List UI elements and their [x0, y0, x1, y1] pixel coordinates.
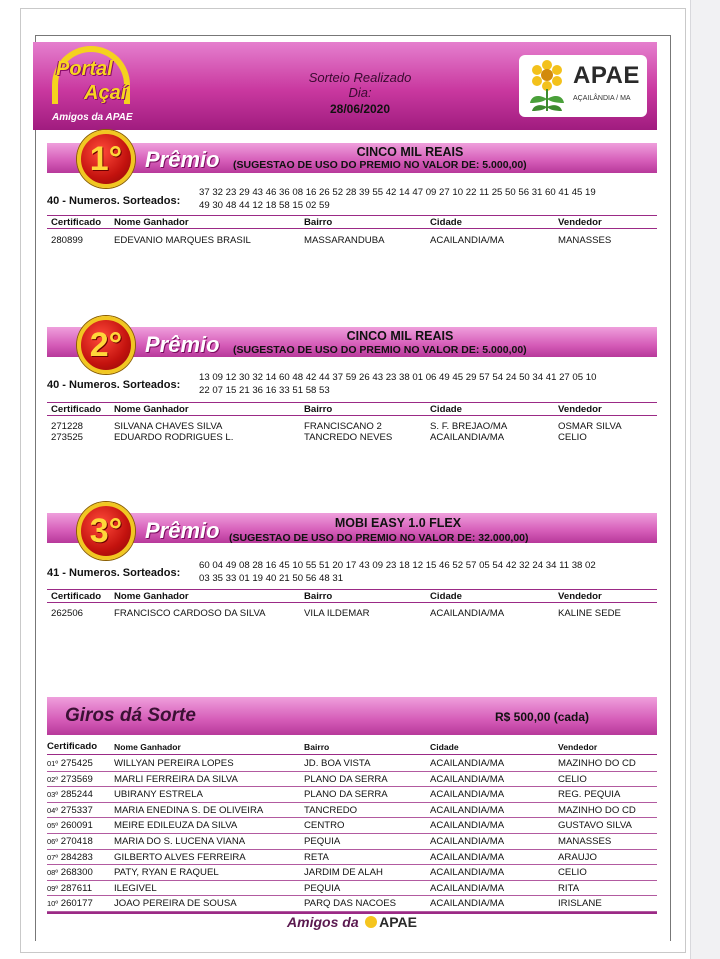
- logo-text-amigos: Amigos da APAE: [52, 112, 133, 123]
- giros-ordinal: 01º: [47, 759, 59, 768]
- giros-vendedor: ARAUJO: [558, 851, 597, 863]
- giros-cidade: ACAILANDIA/MA: [430, 867, 505, 879]
- apae-logo-city: AÇAILÂNDIA / MA: [573, 95, 631, 102]
- winner-cert: 280899: [51, 235, 84, 246]
- table-row: [47, 896, 657, 912]
- winner-cidade: ACAILANDIA/MA: [430, 608, 505, 619]
- viewer-side-strip: [690, 0, 720, 959]
- prize-2-medal-icon: [77, 316, 135, 374]
- giros-bairro: CENTRO: [304, 820, 345, 832]
- giros-ordinal: 06º: [47, 837, 59, 846]
- col-certificado: Certificado: [51, 217, 102, 228]
- giros-bairro: PARQ DAS NACOES: [304, 898, 397, 910]
- winner-cert: 273525: [51, 432, 84, 443]
- col-vendedor: Vendedor: [558, 591, 602, 602]
- giros-vendedor: IRISLANE: [558, 898, 602, 910]
- col-bairro: Bairro: [304, 591, 333, 602]
- giros-vendedor: CELIO: [558, 867, 587, 879]
- table-row: [47, 756, 657, 772]
- sunflower-icon: [527, 59, 567, 113]
- giros-cert-number: 260091: [60, 820, 93, 832]
- apae-logo: [519, 55, 647, 117]
- giros-bairro: TANCREDO: [304, 804, 358, 816]
- giros-cidade: ACAILANDIA/MA: [430, 758, 505, 769]
- apae-logo-name: APAE: [573, 62, 640, 89]
- footer-apae-text: APAE: [379, 914, 417, 930]
- giros-ordinal: 10º: [47, 899, 59, 909]
- winner-cidade: ACAILANDIA/MA: [430, 235, 505, 246]
- table-row: [47, 818, 657, 834]
- prize-1-table-header: [47, 215, 657, 229]
- prize-2-ordinal: 2°: [89, 326, 123, 364]
- winner-cert: 262506: [51, 608, 84, 619]
- header-title: Sorteio Realizado: [308, 70, 412, 85]
- sunflower-icon: [365, 916, 377, 928]
- col-cidade: Cidade: [430, 404, 462, 415]
- prize-1-numbers-label: 40 - Numeros. Sorteados:: [47, 195, 181, 207]
- table-row: [47, 420, 657, 431]
- giros-bairro: PEQUIA: [304, 882, 341, 894]
- prize-3-numbers: [199, 559, 596, 585]
- giros-cidade: ACAILANDIA/MA: [430, 898, 505, 910]
- col-cidade: Cidade: [430, 217, 462, 228]
- giros-title: Giros dá Sorte: [65, 705, 196, 726]
- winner-name: EDUARDO RODRIGUES L.: [114, 432, 234, 443]
- footer-amigos-text: Amigos da: [287, 914, 359, 930]
- winner-vendedor: OSMAR SILVA: [558, 421, 622, 432]
- giros-bairro: JD. BOA VISTA: [304, 758, 371, 769]
- giros-name: ILEGIVEL: [114, 882, 157, 894]
- giros-cert-number: 275425: [60, 758, 93, 769]
- table-row: [47, 803, 657, 819]
- prize-2-premio-label: Prêmio: [145, 332, 220, 357]
- prize-3-subtitle: (SUGESTAO DE USO DO PREMIO NO VALOR DE: 32.000,00): [229, 532, 529, 544]
- table-row: [47, 881, 657, 897]
- giros-cert: [47, 774, 93, 785]
- col-vendedor: Vendedor: [558, 742, 598, 752]
- giros-ordinal: 04º: [47, 805, 59, 815]
- winner-bairro: VILA ILDEMAR: [304, 608, 370, 619]
- portal-acai-logo: [40, 46, 140, 128]
- giros-name: MARLI FERREIRA DA SILVA: [114, 773, 238, 785]
- giros-value: R$ 500,00 (cada): [495, 710, 590, 724]
- table-row: [47, 787, 657, 803]
- giros-cert: [47, 758, 93, 769]
- prize-3-ordinal: 3°: [89, 512, 123, 550]
- giros-cert: [47, 805, 93, 816]
- col-nome: Nome Ganhador: [114, 404, 189, 415]
- giros-cert-number: 260177: [60, 898, 93, 910]
- prize-1-numbers: [199, 186, 596, 212]
- giros-ordinal: 03º: [47, 790, 59, 800]
- giros-cert: [47, 836, 93, 847]
- winner-name: SILVANA CHAVES SILVA: [114, 421, 223, 432]
- table-row: [47, 234, 657, 245]
- giros-cert-number: 273569: [60, 773, 93, 785]
- prize-3-premio-label: Prêmio: [145, 518, 220, 543]
- prize-1-title: CINCO MIL REAIS: [356, 145, 464, 159]
- giros-cert: [47, 883, 92, 894]
- prize-1-ordinal: 1°: [89, 140, 123, 178]
- prize-1-numbers-line-1: 37 32 23 29 43 46 36 08 16 26 52 28 39 55 42 14 47 09 27 10 22 11 25 50 56 31 60 41 45 19: [199, 187, 596, 198]
- prize-1-numbers-line-2: 49 30 48 44 12 18 58 15 02 59: [199, 200, 330, 211]
- prize-2-numbers-label: 40 - Numeros. Sorteados:: [47, 379, 181, 391]
- col-nome: Nome Ganhador: [114, 742, 181, 752]
- giros-cidade: ACAILANDIA/MA: [430, 851, 505, 863]
- giros-name: GILBERTO ALVES FERREIRA: [114, 851, 246, 863]
- giros-bairro: RETA: [304, 851, 329, 863]
- giros-bairro: JARDIM DE ALAH: [304, 867, 383, 879]
- giros-vendedor: MAZINHO DO CD: [558, 758, 636, 769]
- giros-name: MEIRE EDILEUZA DA SILVA: [114, 820, 238, 832]
- prize-2-table-header: [47, 402, 657, 416]
- giros-vendedor: MANASSES: [558, 836, 612, 847]
- col-bairro: Bairro: [304, 742, 330, 752]
- giros-ordinal: 08º: [47, 868, 59, 878]
- col-nome: Nome Ganhador: [114, 217, 189, 228]
- header-title-block: [260, 70, 460, 116]
- giros-cidade: ACAILANDIA/MA: [430, 836, 505, 847]
- prize-3-numbers-line-2: 03 35 33 01 19 40 21 50 56 48 31: [199, 573, 344, 584]
- giros-bairro: PLANO DA SERRA: [304, 773, 388, 785]
- table-row: [47, 607, 657, 618]
- col-cidade: Cidade: [430, 742, 459, 752]
- giros-cidade: ACAILANDIA/MA: [430, 820, 505, 832]
- winner-name: EDEVANIO MARQUES BRASIL: [114, 235, 251, 246]
- giros-name: MARIA ENEDINA S. DE OLIVEIRA: [114, 804, 264, 816]
- giros-cidade: ACAILANDIA/MA: [430, 804, 505, 816]
- winner-bairro: MASSARANDUBA: [304, 235, 385, 246]
- giros-name: UBIRANY ESTRELA: [114, 789, 203, 801]
- prize-2-numbers-line-2: 22 07 15 21 36 16 33 51 58 53: [199, 385, 330, 396]
- giros-bairro: PEQUIA: [304, 836, 341, 847]
- giros-name: PATY, RYAN E RAQUEL: [114, 867, 219, 879]
- giros-cert: [47, 852, 93, 863]
- giros-cert: [47, 867, 93, 878]
- table-row: [47, 850, 657, 866]
- prize-3-numbers-label: 41 - Numeros. Sorteados:: [47, 567, 181, 579]
- col-vendedor: Vendedor: [558, 404, 602, 415]
- winner-vendedor: KALINE SEDE: [558, 608, 621, 619]
- prize-2-title: CINCO MIL REAIS: [346, 329, 454, 343]
- giros-cert-number: 275337: [60, 804, 93, 816]
- giros-ordinal: 09º: [47, 883, 59, 893]
- giros-bairro: PLANO DA SERRA: [304, 789, 388, 801]
- table-row: [47, 431, 657, 442]
- winner-bairro: TANCREDO NEVES: [304, 432, 393, 443]
- col-certificado: Certificado: [47, 741, 98, 752]
- winner-vendedor: MANASSES: [558, 235, 612, 246]
- table-row: [47, 865, 657, 881]
- table-row: [47, 772, 657, 788]
- prize-3-table-header: [47, 589, 657, 603]
- giros-vendedor: GUSTAVO SILVA: [558, 820, 632, 832]
- giros-cidade: ACAILANDIA/MA: [430, 882, 505, 894]
- prize-1-medal-icon: [77, 130, 135, 188]
- giros-name: JOAO PEREIRA DE SOUSA: [114, 898, 237, 910]
- prize-2-numbers: [199, 371, 596, 397]
- col-vendedor: Vendedor: [558, 217, 602, 228]
- col-bairro: Bairro: [304, 217, 333, 228]
- footer: [47, 912, 657, 934]
- giros-vendedor: REG. PEQUIA: [558, 789, 621, 801]
- logo-text-acai: Açaí: [84, 82, 127, 104]
- col-certificado: Certificado: [51, 591, 102, 602]
- prize-1-subtitle: (SUGESTAO DE USO DO PREMIO NO VALOR DE: 5.000,00): [233, 159, 527, 171]
- prize-3-medal-icon: [77, 502, 135, 560]
- prize-1-premio-label: Prêmio: [145, 147, 220, 172]
- giros-vendedor: RITA: [558, 882, 580, 894]
- giros-ordinal: 02º: [47, 774, 59, 784]
- giros-vendedor: MAZINHO DO CD: [558, 804, 636, 816]
- giros-cert: [47, 898, 93, 909]
- giros-cidade: ACAILANDIA/MA: [430, 789, 505, 801]
- giros-cert-number: 270418: [60, 836, 93, 847]
- giros-cidade: ACAILANDIA/MA: [430, 773, 505, 785]
- table-row: [47, 834, 657, 850]
- giros-vendedor: CELIO: [558, 773, 587, 785]
- giros-cert: [47, 789, 93, 800]
- col-cidade: Cidade: [430, 591, 462, 602]
- giros-cert-number: 287611: [60, 882, 93, 894]
- winner-cidade: ACAILANDIA/MA: [430, 432, 505, 443]
- col-certificado: Certificado: [51, 404, 102, 415]
- col-bairro: Bairro: [304, 404, 333, 415]
- logo-text-portal: Portal: [56, 58, 113, 80]
- giros-cert-number: 268300: [60, 867, 93, 879]
- winner-cidade: S. F. BREJAO/MA: [430, 421, 508, 432]
- prize-2-subtitle: (SUGESTAO DE USO DO PREMIO NO VALOR DE: 5.000,00): [233, 344, 527, 356]
- prize-3-title: MOBI EASY 1.0 FLEX: [334, 516, 462, 530]
- giros-cert-number: 284283: [60, 851, 93, 863]
- giros-name: WILLYAN PEREIRA LOPES: [114, 758, 234, 769]
- col-nome: Nome Ganhador: [114, 591, 189, 602]
- winner-vendedor: CELIO: [558, 432, 587, 443]
- draw-date: 28/06/2020: [329, 102, 391, 116]
- giros-cert-number: 285244: [60, 789, 93, 801]
- giros-ordinal: 05º: [47, 821, 59, 831]
- giros-ordinal: 07º: [47, 852, 59, 862]
- giros-cert: [47, 820, 93, 831]
- giros-name: MARIA DO S. LUCENA VIANA: [114, 836, 246, 847]
- winner-bairro: FRANCISCANO 2: [304, 421, 382, 432]
- winner-cert: 271228: [51, 421, 84, 432]
- header-day-label: Dia:: [348, 85, 372, 100]
- giros-table-header: [47, 739, 657, 755]
- prize-3-numbers-line-1: 60 04 49 08 28 16 45 10 55 51 20 17 43 09 23 18 12 15 46 52 57 05 54 42 32 24 34 11 38 02: [199, 560, 596, 571]
- prize-2-numbers-line-1: 13 09 12 30 32 14 60 48 42 44 37 59 26 43 23 38 01 06 49 45 29 57 54 24 50 34 41 27 05 10: [199, 372, 597, 383]
- winner-name: FRANCISCO CARDOSO DA SILVA: [114, 608, 266, 619]
